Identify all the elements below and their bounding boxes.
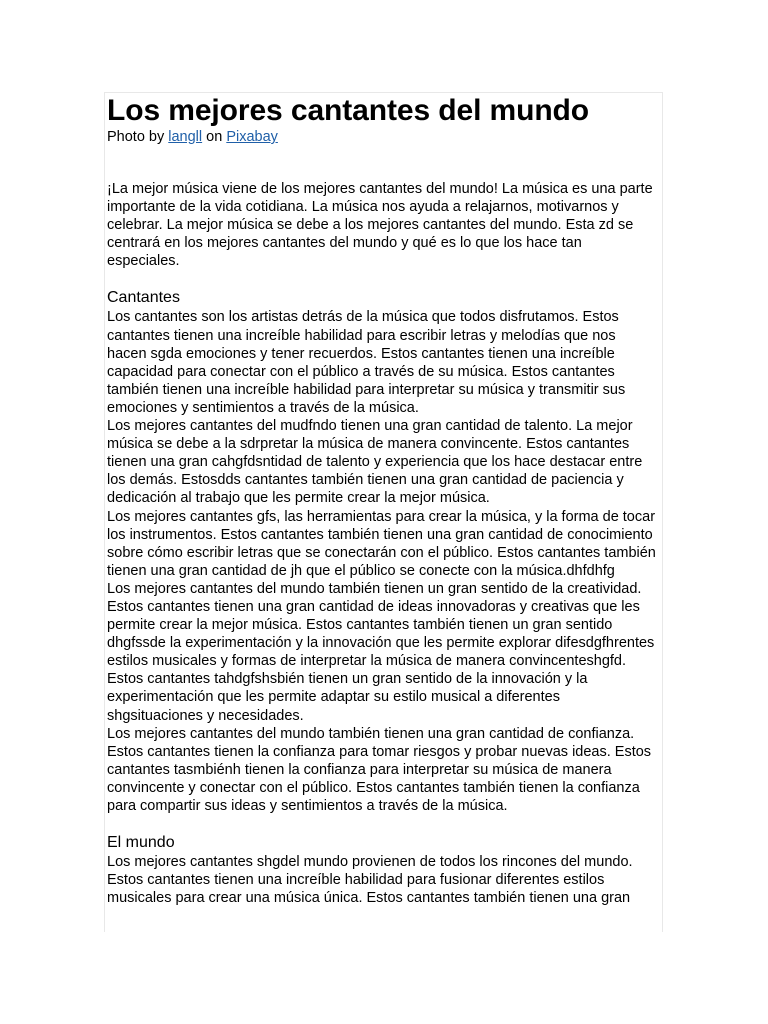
article-body [107,93,657,907]
el-mundo-paragraph-1: Los mejores cantantes shgdel mundo provienen de todos los rincones del mundo. Estos cantantes tienen una increíble habilidad para fusionar diferentes estilos musicales para crear una música única. Estos cantantes también tienen una gran [107,854,633,907]
article-title: Los mejores cantantes del mundo [107,94,590,127]
document-page [104,92,663,932]
cantantes-paragraph-2: Los mejores cantantes del mudfndo tienen una gran cantidad de talento. La mejor música se debe a la sdrpretar la música de manera convincente. Estos cantantes tienen una gran cahgfdsntidad de talento y experiencia que los hace destacar entre los demás. Estosdds cantantes también tienen una gran cantidad de paciencia y dedicación al trabajo que les permite crear la mejor música. [107,418,643,507]
credit-prefix: Photo by [107,129,169,145]
author-link[interactable]: langll [168,129,203,145]
pixabay-link[interactable]: Pixabay [226,129,278,145]
photo-credit [107,128,657,146]
cantantes-paragraph-3: Los mejores cantantes gfs, las herramientas para crear la música, y la forma de tocar los instrumentos. Estos cantantes también tienen una gran cantidad de conocimiento sobre cómo escribir letras que se conectarán con el público. Estos cantantes también tienen una gran cantidad de jh que el público se conecte con la música.dhfdhfg [107,508,656,579]
cantantes-paragraph-1: Los cantantes son los artistas detrás de la música que todos disfrutamos. Estos cantantes tienen una increíble habilidad para escribir letras y melodías que nos hacen sgda emociones y tener recuerdos. Estos cantantes tienen una increíble capacidad para conectar con el público a través de su música. Estos cantantes también tienen una increíble habilidad para interpretar su música y transmitir sus emociones y sentimientos a través de la música. [107,309,626,416]
section-heading-cantantes: Cantantes [107,289,180,307]
credit-middle: on [202,129,227,145]
section-heading-el-mundo: El mundo [107,834,175,852]
cantantes-paragraph-5: Los mejores cantantes del mundo también tienen una gran cantidad de confianza. Estos cantantes tienen la confianza para tomar riesgos y probar nuevas ideas. Estos cantantes tasmbiénh tienen la confianza para interpretar su música de manera convincente y conectar con el público. Estos cantantes también tienen la confianza para compartir sus ideas y sentimientos a través de la música. [107,725,652,814]
cantantes-paragraph-4: Los mejores cantantes del mundo también tienen un gran sentido de la creatividad. Estos cantantes tienen una gran cantidad de ideas innovadoras y creativas que les permite crear la mejor música. Estos cantantes también tienen un gran sentido dhgfssde la experimentación y la innovación que les permite explorar difesdgfhrentes estilos musicales y formas de interpretar la música de manera convincenteshgfd. Estos cantantes tahdgfshsbién tienen un gran sentido de la innovación y la experimentación que les permite adaptar su estilo musical a diferentes shgsituaciones y necesidades. [107,580,655,724]
intro-paragraph: ¡La mejor música viene de los mejores cantantes del mundo! La música es una parte importante de la vida cotidiana. La música nos ayuda a relajarnos, motivarnos y celebrar. La mejor música se debe a los mejores cantantes del mundo. Esta zd se centrará en los mejores cantantes del mundo y qué es lo que los hace tan especiales. [107,181,653,270]
